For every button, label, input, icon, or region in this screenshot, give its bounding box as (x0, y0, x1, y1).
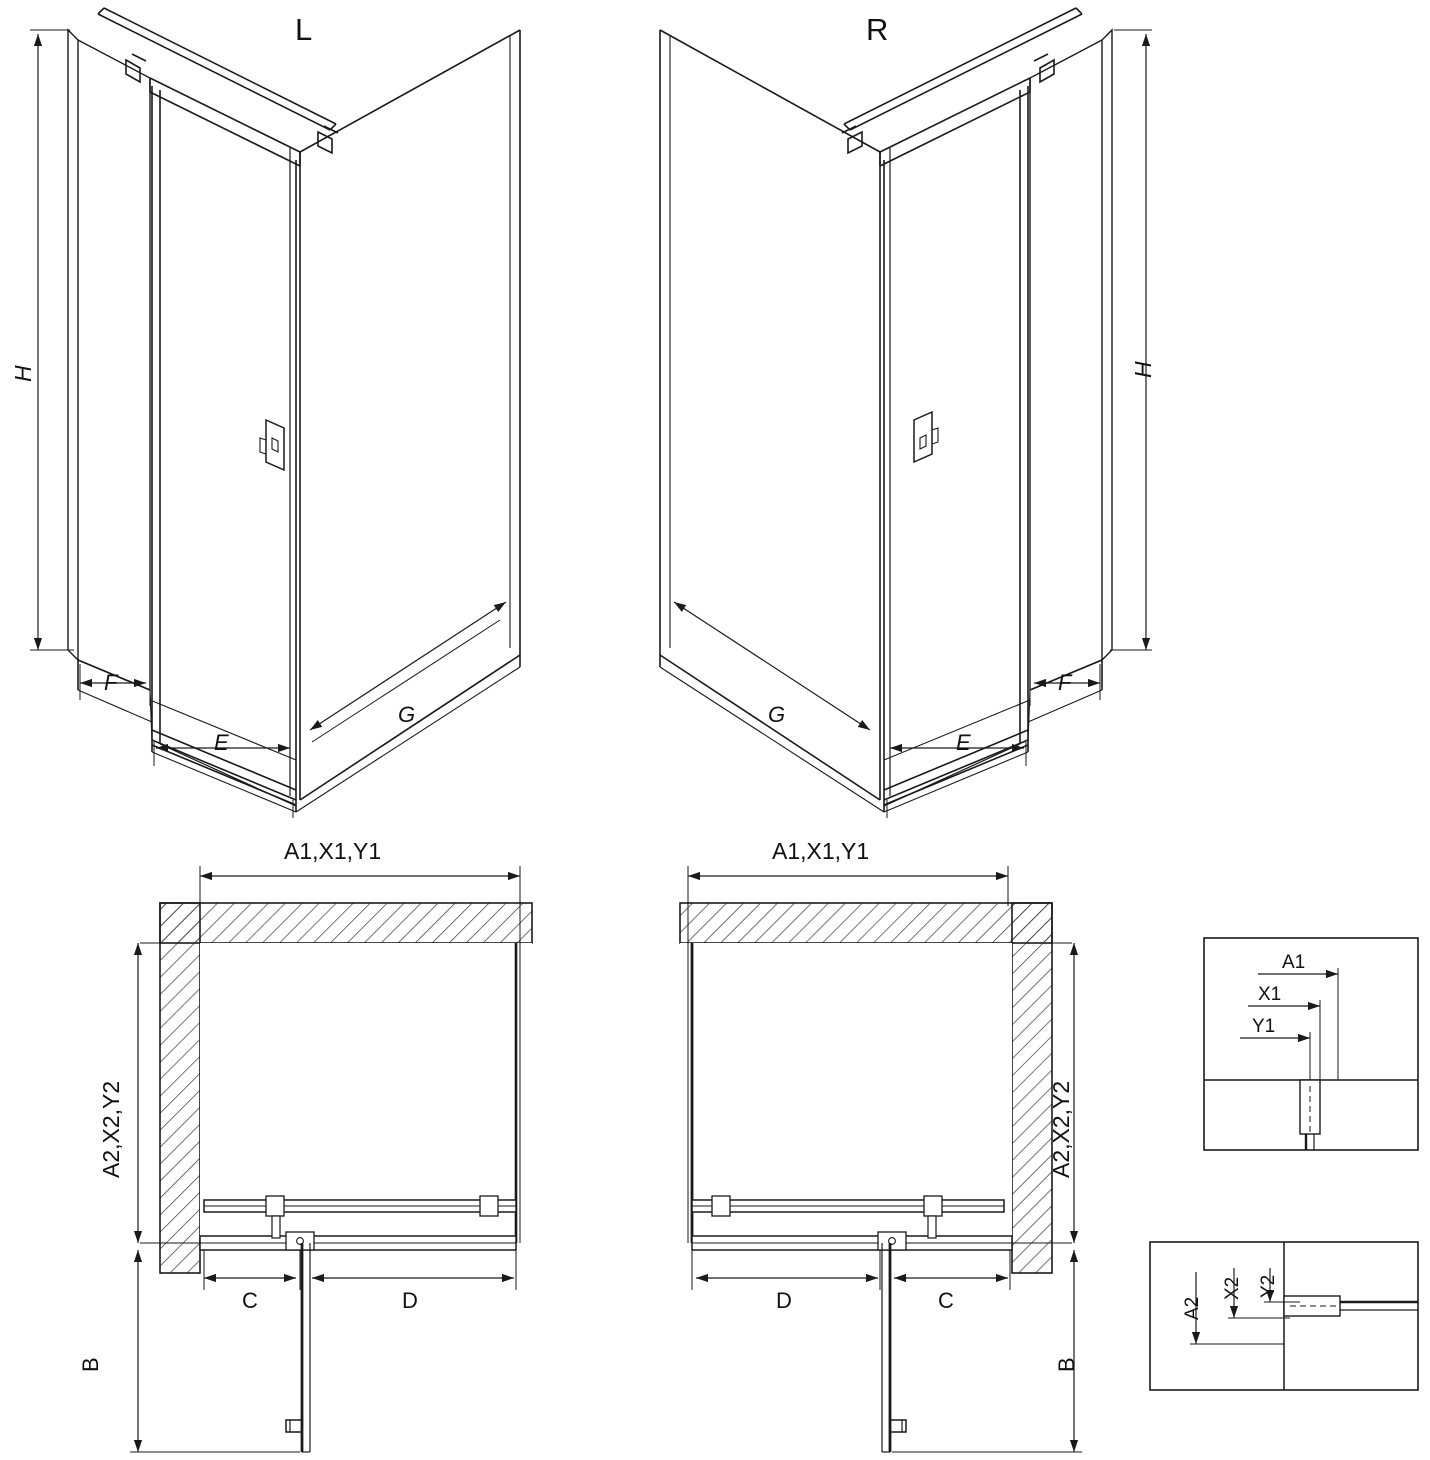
detail-bottom-label-x2: X2 (1222, 1276, 1243, 1300)
detail-bottom-label-y2: Y2 (1258, 1274, 1279, 1298)
plan-right-side-dim-label: A2,X2,Y2 (1048, 1080, 1074, 1178)
plan-left-dim-d: D (402, 1288, 418, 1313)
detail-top-label-x1: X1 (1258, 984, 1282, 1005)
iso-right-floor-label-e: E (956, 730, 971, 755)
iso-left-floor-dims (80, 602, 506, 818)
iso-right-floor-label-f: F (1058, 670, 1072, 695)
iso-right-floor-label-g: G (768, 702, 786, 727)
plan-left-dim-b: B (78, 1357, 103, 1372)
view-title-right: R (866, 12, 889, 47)
plan-right-dim-c: C (938, 1288, 954, 1313)
plan-right-dim-d: D (776, 1288, 792, 1313)
detail-bottom-label-a2: A2 (1182, 1296, 1203, 1320)
iso-left-group (68, 8, 520, 812)
iso-right-height-dim (1110, 30, 1152, 650)
plan-right-group (680, 903, 1072, 1452)
iso-left-floor-label-f: F (104, 670, 118, 695)
detail-top-group (1204, 938, 1418, 1150)
plan-left-side-dim-label: A2,X2,Y2 (98, 1080, 124, 1178)
plan-left-top-dim-label: A1,X1,Y1 (284, 838, 382, 864)
iso-right-group (660, 8, 1112, 812)
plan-left-dim-c: C (242, 1288, 258, 1313)
iso-left-floor-label-e: E (214, 730, 229, 755)
iso-right-height-label: H (1130, 361, 1156, 378)
plan-left-group (140, 903, 532, 1452)
plan-right-dim-b: B (1054, 1357, 1079, 1372)
iso-left-floor-label-g: G (398, 702, 416, 727)
iso-right-floor-dims (674, 602, 1100, 818)
iso-left-height-label: H (10, 365, 36, 382)
plan-right-top-dim-label: A1,X1,Y1 (772, 838, 870, 864)
detail-top-label-y1: Y1 (1252, 1016, 1276, 1037)
view-title-left: L (295, 12, 313, 47)
detail-top-label-a1: A1 (1282, 952, 1306, 973)
